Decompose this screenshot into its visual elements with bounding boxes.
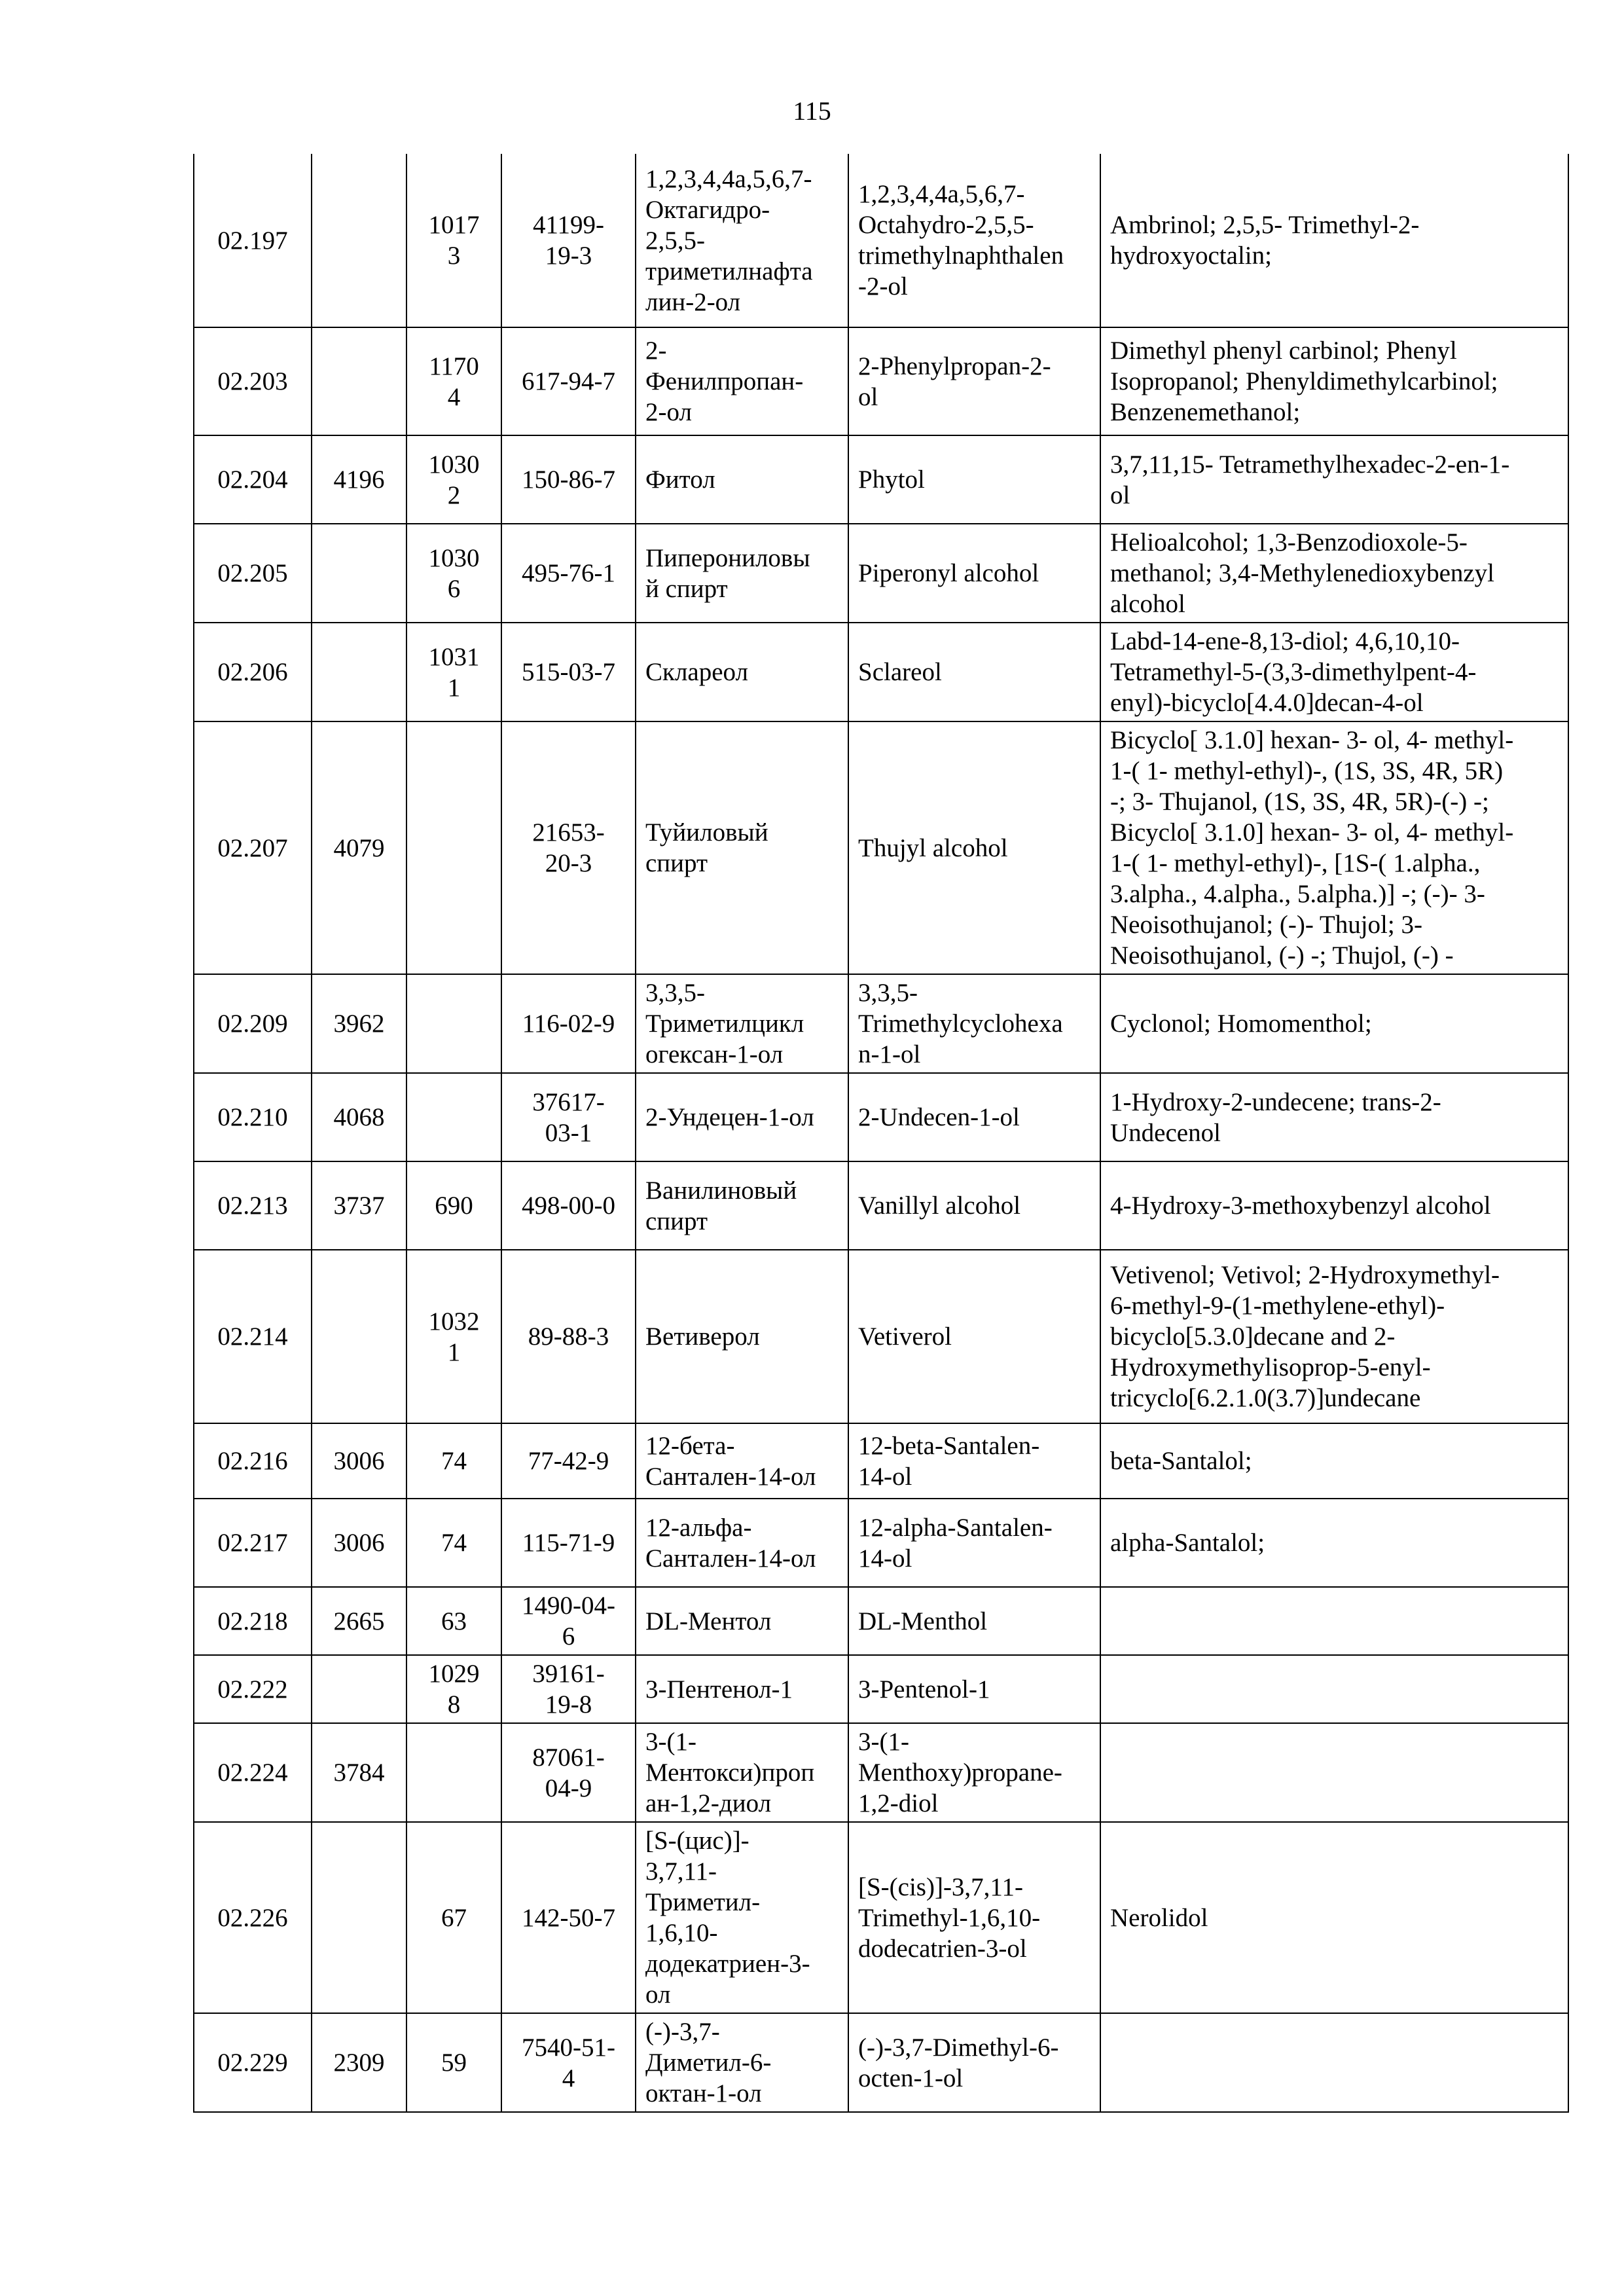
russian-name-cell: 3-Пентенол-1 bbox=[636, 1655, 848, 1723]
row-number-cell: 02.224 bbox=[194, 1723, 312, 1822]
synonyms-cell: Labd-14-ene-8,13-diol; 4,6,10,10- Tetramethyl-5-(3,3-dimethylpent-4- enyl)-bicyclo[4.4.0]decan-4-ol bbox=[1100, 623, 1568, 721]
table-row bbox=[194, 524, 1568, 623]
row-number-cell: 02.216 bbox=[194, 1423, 312, 1499]
jecfa-number-cell bbox=[406, 1723, 501, 1822]
jecfa-number-cell: 59 bbox=[406, 2013, 501, 2112]
synonyms-cell: alpha-Santalol; bbox=[1100, 1499, 1568, 1587]
synonyms-cell: Dimethyl phenyl carbinol; Phenyl Isopropanol; Phenyldimethylcarbinol; Benzenemethanol; bbox=[1100, 327, 1568, 435]
jecfa-number-cell: 74 bbox=[406, 1423, 501, 1499]
cas-number-cell: 87061- 04-9 bbox=[501, 1723, 636, 1822]
english-name-cell: Sclareol bbox=[848, 623, 1100, 721]
fl-number-cell bbox=[312, 154, 406, 327]
row-number-cell: 02.226 bbox=[194, 1822, 312, 2013]
synonyms-cell: Helioalcohol; 1,3-Benzodioxole-5- methanol; 3,4-Methylenedioxybenzyl alcohol bbox=[1100, 524, 1568, 623]
row-number-cell: 02.209 bbox=[194, 974, 312, 1073]
fl-number-cell bbox=[312, 524, 406, 623]
synonyms-cell: Nerolidol bbox=[1100, 1822, 1568, 2013]
row-number-cell: 02.229 bbox=[194, 2013, 312, 2112]
english-name-cell: Piperonyl alcohol bbox=[848, 524, 1100, 623]
row-number-cell: 02.207 bbox=[194, 721, 312, 974]
cas-number-cell: 515-03-7 bbox=[501, 623, 636, 721]
russian-name-cell: Пиперониловы й спирт bbox=[636, 524, 848, 623]
jecfa-number-cell bbox=[406, 721, 501, 974]
russian-name-cell: [S-(цис)]- 3,7,11- Триметил- 1,6,10- додекатриен-3- ол bbox=[636, 1822, 848, 2013]
fl-number-cell: 4068 bbox=[312, 1073, 406, 1161]
table-row bbox=[194, 1822, 1568, 2013]
table-row bbox=[194, 1161, 1568, 1250]
synonyms-cell: 4-Hydroxy-3-methoxybenzyl alcohol bbox=[1100, 1161, 1568, 1250]
fl-number-cell: 3737 bbox=[312, 1161, 406, 1250]
synonyms-cell bbox=[1100, 2013, 1568, 2112]
russian-name-cell: 2- Фенилпропан- 2-ол bbox=[636, 327, 848, 435]
cas-number-cell: 89-88-3 bbox=[501, 1250, 636, 1423]
cas-number-cell: 41199- 19-3 bbox=[501, 154, 636, 327]
russian-name-cell: 3,3,5- Триметилцикл огексан-1-ол bbox=[636, 974, 848, 1073]
table-row bbox=[194, 721, 1568, 974]
russian-name-cell: (-)-3,7- Диметил-6- октан-1-ол bbox=[636, 2013, 848, 2112]
row-number-cell: 02.214 bbox=[194, 1250, 312, 1423]
row-number-cell: 02.213 bbox=[194, 1161, 312, 1250]
russian-name-cell: 12-бета- Сантален-14-ол bbox=[636, 1423, 848, 1499]
synonyms-cell: Vetivenol; Vetivol; 2-Hydroxymethyl- 6-methyl-9-(1-methylene-ethyl)- bicyclo[5.3.0]decane and 2- Hydroxymethylisoprop-5-enyl- tricyclo[6.2.1.0(3.7)]undecane bbox=[1100, 1250, 1568, 1423]
jecfa-number-cell: 1029 8 bbox=[406, 1655, 501, 1723]
table-row bbox=[194, 2013, 1568, 2112]
row-number-cell: 02.210 bbox=[194, 1073, 312, 1161]
row-number-cell: 02.204 bbox=[194, 435, 312, 524]
english-name-cell: [S-(cis)]-3,7,11- Trimethyl-1,6,10- dodecatrien-3-ol bbox=[848, 1822, 1100, 2013]
table-row bbox=[194, 1073, 1568, 1161]
cas-number-cell: 7540-51- 4 bbox=[501, 2013, 636, 2112]
table-row bbox=[194, 327, 1568, 435]
russian-name-cell: Ванилиновый спирт bbox=[636, 1161, 848, 1250]
table-row bbox=[194, 435, 1568, 524]
cas-number-cell: 77-42-9 bbox=[501, 1423, 636, 1499]
jecfa-number-cell: 1017 3 bbox=[406, 154, 501, 327]
page-number: 115 bbox=[793, 96, 831, 126]
english-name-cell: Vetiverol bbox=[848, 1250, 1100, 1423]
russian-name-cell: 1,2,3,4,4a,5,6,7- Октагидро- 2,5,5- триметилнафта лин-2-ол bbox=[636, 154, 848, 327]
table-row bbox=[194, 1655, 1568, 1723]
synonyms-cell: 1-Hydroxy-2-undecene; trans-2- Undecenol bbox=[1100, 1073, 1568, 1161]
jecfa-number-cell: 1032 1 bbox=[406, 1250, 501, 1423]
fl-number-cell bbox=[312, 1250, 406, 1423]
russian-name-cell: Туйиловый спирт bbox=[636, 721, 848, 974]
table-row bbox=[194, 1499, 1568, 1587]
cas-number-cell: 498-00-0 bbox=[501, 1161, 636, 1250]
jecfa-number-cell: 1030 2 bbox=[406, 435, 501, 524]
substances-table bbox=[193, 154, 1569, 2113]
fl-number-cell: 2309 bbox=[312, 2013, 406, 2112]
fl-number-cell: 4196 bbox=[312, 435, 406, 524]
row-number-cell: 02.197 bbox=[194, 154, 312, 327]
table-row bbox=[194, 1250, 1568, 1423]
english-name-cell: DL-Menthol bbox=[848, 1587, 1100, 1655]
synonyms-cell bbox=[1100, 1587, 1568, 1655]
jecfa-number-cell: 1030 6 bbox=[406, 524, 501, 623]
synonyms-cell: Ambrinol; 2,5,5- Trimethyl-2- hydroxyoctalin; bbox=[1100, 154, 1568, 327]
row-number-cell: 02.218 bbox=[194, 1587, 312, 1655]
russian-name-cell: DL-Ментол bbox=[636, 1587, 848, 1655]
cas-number-cell: 116-02-9 bbox=[501, 974, 636, 1073]
english-name-cell: Thujyl alcohol bbox=[848, 721, 1100, 974]
jecfa-number-cell: 690 bbox=[406, 1161, 501, 1250]
synonyms-cell bbox=[1100, 1723, 1568, 1822]
jecfa-number-cell: 1031 1 bbox=[406, 623, 501, 721]
cas-number-cell: 617-94-7 bbox=[501, 327, 636, 435]
fl-number-cell bbox=[312, 1822, 406, 2013]
english-name-cell: Vanillyl alcohol bbox=[848, 1161, 1100, 1250]
cas-number-cell: 39161- 19-8 bbox=[501, 1655, 636, 1723]
english-name-cell: 3-(1- Menthoxy)propane- 1,2-diol bbox=[848, 1723, 1100, 1822]
cas-number-cell: 37617- 03-1 bbox=[501, 1073, 636, 1161]
russian-name-cell: 12-альфа- Сантален-14-ол bbox=[636, 1499, 848, 1587]
cas-number-cell: 150-86-7 bbox=[501, 435, 636, 524]
cas-number-cell: 115-71-9 bbox=[501, 1499, 636, 1587]
cas-number-cell: 1490-04- 6 bbox=[501, 1587, 636, 1655]
fl-number-cell: 3006 bbox=[312, 1423, 406, 1499]
fl-number-cell: 4079 bbox=[312, 721, 406, 974]
fl-number-cell bbox=[312, 327, 406, 435]
synonyms-cell: 3,7,11,15- Tetramethylhexadec-2-en-1- ol bbox=[1100, 435, 1568, 524]
row-number-cell: 02.203 bbox=[194, 327, 312, 435]
jecfa-number-cell bbox=[406, 974, 501, 1073]
russian-name-cell: Склареол bbox=[636, 623, 848, 721]
jecfa-number-cell bbox=[406, 1073, 501, 1161]
russian-name-cell: 3-(1- Ментокси)проп ан-1,2-диол bbox=[636, 1723, 848, 1822]
cas-number-cell: 142-50-7 bbox=[501, 1822, 636, 2013]
english-name-cell: (-)-3,7-Dimethyl-6- octen-1-ol bbox=[848, 2013, 1100, 2112]
table-row bbox=[194, 1423, 1568, 1499]
table-row bbox=[194, 1723, 1568, 1822]
english-name-cell: 3-Pentenol-1 bbox=[848, 1655, 1100, 1723]
table-row bbox=[194, 623, 1568, 721]
jecfa-number-cell: 67 bbox=[406, 1822, 501, 2013]
row-number-cell: 02.222 bbox=[194, 1655, 312, 1723]
english-name-cell: 12-alpha-Santalen- 14-ol bbox=[848, 1499, 1100, 1587]
table-row bbox=[194, 1587, 1568, 1655]
synonyms-cell: Cyclonol; Homomenthol; bbox=[1100, 974, 1568, 1073]
synonyms-cell: beta-Santalol; bbox=[1100, 1423, 1568, 1499]
english-name-cell: 12-beta-Santalen- 14-ol bbox=[848, 1423, 1100, 1499]
fl-number-cell bbox=[312, 1655, 406, 1723]
row-number-cell: 02.206 bbox=[194, 623, 312, 721]
fl-number-cell: 3784 bbox=[312, 1723, 406, 1822]
cas-number-cell: 495-76-1 bbox=[501, 524, 636, 623]
english-name-cell: 2-Phenylpropan-2- ol bbox=[848, 327, 1100, 435]
jecfa-number-cell: 63 bbox=[406, 1587, 501, 1655]
russian-name-cell: Фитол bbox=[636, 435, 848, 524]
fl-number-cell: 3006 bbox=[312, 1499, 406, 1587]
table-row bbox=[194, 154, 1568, 327]
jecfa-number-cell: 1170 4 bbox=[406, 327, 501, 435]
synonyms-cell: Bicyclo[ 3.1.0] hexan- 3- ol, 4- methyl- 1-( 1- methyl-ethyl)-, (1S, 3S, 4R, 5R) -; 3- Thujanol, (1S, 3S, 4R, 5R)-(-) -; Bicyclo[ 3.1.0] hexan- 3- ol, 4- methyl- 1-( 1- methyl-ethyl)-, [1S-( 1.alpha., 3.alpha., 4.alpha., 5.alpha.)] -; (-)- 3- Neoisothujanol; (-)- Thujol; 3- Neoisothujanol, (-) -; Thujol, (-) - bbox=[1100, 721, 1568, 974]
jecfa-number-cell: 74 bbox=[406, 1499, 501, 1587]
row-number-cell: 02.205 bbox=[194, 524, 312, 623]
table-row bbox=[194, 974, 1568, 1073]
russian-name-cell: Ветиверол bbox=[636, 1250, 848, 1423]
english-name-cell: Phytol bbox=[848, 435, 1100, 524]
fl-number-cell: 3962 bbox=[312, 974, 406, 1073]
english-name-cell: 3,3,5- Trimethylcyclohexa n-1-ol bbox=[848, 974, 1100, 1073]
fl-number-cell bbox=[312, 623, 406, 721]
english-name-cell: 1,2,3,4,4a,5,6,7- Octahydro-2,5,5- trimethylnaphthalen -2-ol bbox=[848, 154, 1100, 327]
cas-number-cell: 21653- 20-3 bbox=[501, 721, 636, 974]
row-number-cell: 02.217 bbox=[194, 1499, 312, 1587]
synonyms-cell bbox=[1100, 1655, 1568, 1723]
english-name-cell: 2-Undecen-1-ol bbox=[848, 1073, 1100, 1161]
russian-name-cell: 2-Ундецен-1-ол bbox=[636, 1073, 848, 1161]
fl-number-cell: 2665 bbox=[312, 1587, 406, 1655]
